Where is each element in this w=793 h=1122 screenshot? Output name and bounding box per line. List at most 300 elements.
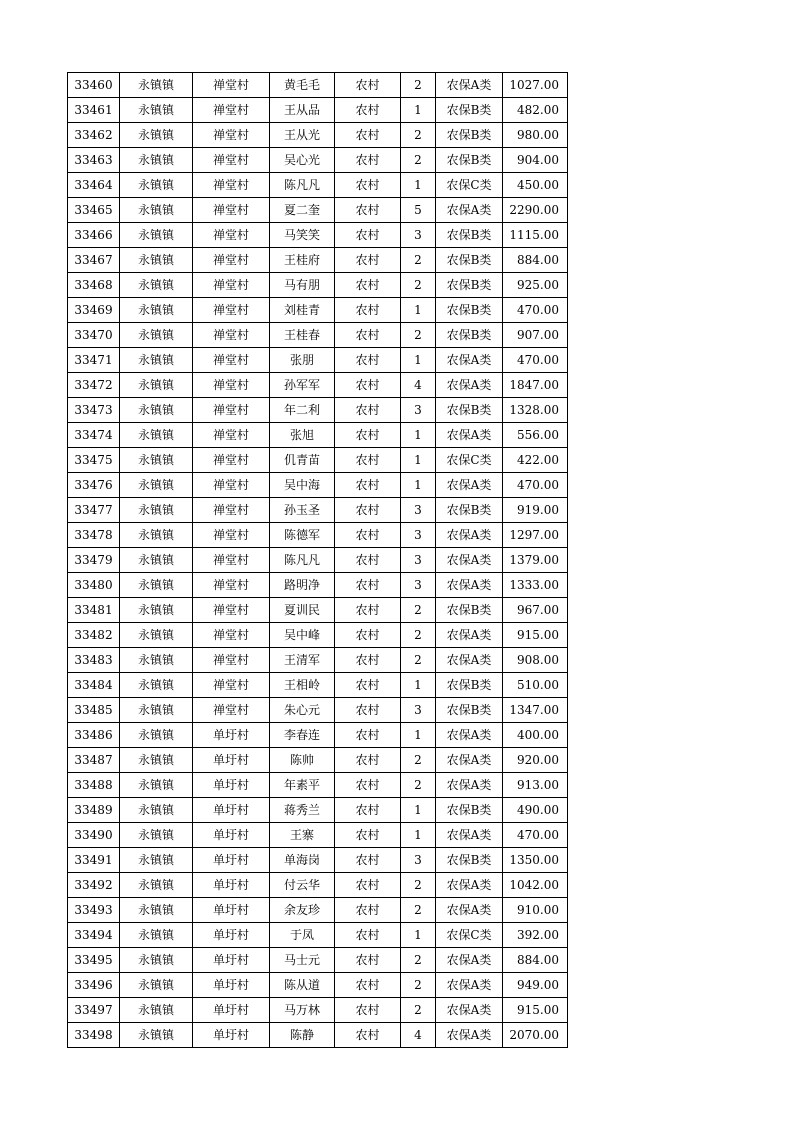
household-type-cell: 农村 <box>335 648 401 673</box>
amount-cell: 967.00 <box>503 598 568 623</box>
amount-cell: 1333.00 <box>503 573 568 598</box>
category-cell: 农保A类 <box>436 748 503 773</box>
name-cell: 马笑笑 <box>270 223 335 248</box>
amount-cell: 980.00 <box>503 123 568 148</box>
name-cell: 李春连 <box>270 723 335 748</box>
records-table <box>67 72 568 1048</box>
record-id-cell: 33467 <box>68 248 120 273</box>
town-cell: 永镇镇 <box>120 1023 193 1048</box>
household-type-cell: 农村 <box>335 223 401 248</box>
name-cell: 王桂府 <box>270 248 335 273</box>
town-cell: 永镇镇 <box>120 948 193 973</box>
village-cell: 禅堂村 <box>193 698 270 723</box>
village-cell: 禅堂村 <box>193 548 270 573</box>
record-id-cell: 33462 <box>68 123 120 148</box>
town-cell: 永镇镇 <box>120 698 193 723</box>
category-cell: 农保C类 <box>436 923 503 948</box>
household-type-cell: 农村 <box>335 523 401 548</box>
village-cell: 单圩村 <box>193 973 270 998</box>
record-id-cell: 33460 <box>68 73 120 98</box>
category-cell: 农保A类 <box>436 548 503 573</box>
town-cell: 永镇镇 <box>120 648 193 673</box>
persons-cell: 5 <box>401 198 436 223</box>
household-type-cell: 农村 <box>335 98 401 123</box>
village-cell: 禅堂村 <box>193 498 270 523</box>
town-cell: 永镇镇 <box>120 373 193 398</box>
persons-cell: 1 <box>401 723 436 748</box>
category-cell: 农保B类 <box>436 798 503 823</box>
village-cell: 禅堂村 <box>193 223 270 248</box>
table-row <box>68 973 568 998</box>
village-cell: 禅堂村 <box>193 173 270 198</box>
household-type-cell: 农村 <box>335 198 401 223</box>
name-cell: 于凤 <box>270 923 335 948</box>
town-cell: 永镇镇 <box>120 673 193 698</box>
household-type-cell: 农村 <box>335 298 401 323</box>
persons-cell: 2 <box>401 248 436 273</box>
table-row <box>68 123 568 148</box>
name-cell: 陈帅 <box>270 748 335 773</box>
household-type-cell: 农村 <box>335 573 401 598</box>
amount-cell: 470.00 <box>503 298 568 323</box>
village-cell: 禅堂村 <box>193 573 270 598</box>
town-cell: 永镇镇 <box>120 573 193 598</box>
village-cell: 禅堂村 <box>193 648 270 673</box>
village-cell: 禅堂村 <box>193 198 270 223</box>
amount-cell: 1847.00 <box>503 373 568 398</box>
table-row <box>68 698 568 723</box>
table-row <box>68 948 568 973</box>
household-type-cell: 农村 <box>335 798 401 823</box>
category-cell: 农保A类 <box>436 898 503 923</box>
village-cell: 禅堂村 <box>193 473 270 498</box>
amount-cell: 884.00 <box>503 248 568 273</box>
record-id-cell: 33493 <box>68 898 120 923</box>
village-cell: 禅堂村 <box>193 598 270 623</box>
household-type-cell: 农村 <box>335 848 401 873</box>
amount-cell: 1115.00 <box>503 223 568 248</box>
name-cell: 单海岗 <box>270 848 335 873</box>
village-cell: 禅堂村 <box>193 123 270 148</box>
village-cell: 单圩村 <box>193 898 270 923</box>
amount-cell: 907.00 <box>503 323 568 348</box>
amount-cell: 884.00 <box>503 948 568 973</box>
persons-cell: 4 <box>401 373 436 398</box>
category-cell: 农保B类 <box>436 248 503 273</box>
amount-cell: 1379.00 <box>503 548 568 573</box>
town-cell: 永镇镇 <box>120 748 193 773</box>
town-cell: 永镇镇 <box>120 523 193 548</box>
record-id-cell: 33474 <box>68 423 120 448</box>
persons-cell: 2 <box>401 648 436 673</box>
category-cell: 农保B类 <box>436 848 503 873</box>
amount-cell: 2070.00 <box>503 1023 568 1048</box>
amount-cell: 1350.00 <box>503 848 568 873</box>
category-cell: 农保A类 <box>436 823 503 848</box>
record-id-cell: 33482 <box>68 623 120 648</box>
record-id-cell: 33469 <box>68 298 120 323</box>
persons-cell: 4 <box>401 1023 436 1048</box>
record-id-cell: 33491 <box>68 848 120 873</box>
name-cell: 余友珍 <box>270 898 335 923</box>
name-cell: 陈凡凡 <box>270 173 335 198</box>
village-cell: 禅堂村 <box>193 423 270 448</box>
category-cell: 农保A类 <box>436 198 503 223</box>
name-cell: 王从光 <box>270 123 335 148</box>
amount-cell: 470.00 <box>503 823 568 848</box>
table-row <box>68 823 568 848</box>
town-cell: 永镇镇 <box>120 773 193 798</box>
amount-cell: 556.00 <box>503 423 568 448</box>
record-id-cell: 33485 <box>68 698 120 723</box>
name-cell: 陈德军 <box>270 523 335 548</box>
town-cell: 永镇镇 <box>120 298 193 323</box>
town-cell: 永镇镇 <box>120 198 193 223</box>
village-cell: 单圩村 <box>193 873 270 898</box>
town-cell: 永镇镇 <box>120 98 193 123</box>
category-cell: 农保B类 <box>436 123 503 148</box>
persons-cell: 1 <box>401 423 436 448</box>
persons-cell: 1 <box>401 798 436 823</box>
household-type-cell: 农村 <box>335 948 401 973</box>
category-cell: 农保B类 <box>436 598 503 623</box>
amount-cell: 1328.00 <box>503 398 568 423</box>
table-row <box>68 548 568 573</box>
table-row <box>68 373 568 398</box>
table-row <box>68 573 568 598</box>
table-row <box>68 273 568 298</box>
category-cell: 农保A类 <box>436 573 503 598</box>
persons-cell: 2 <box>401 148 436 173</box>
town-cell: 永镇镇 <box>120 898 193 923</box>
village-cell: 禅堂村 <box>193 523 270 548</box>
persons-cell: 1 <box>401 448 436 473</box>
category-cell: 农保B类 <box>436 273 503 298</box>
amount-cell: 949.00 <box>503 973 568 998</box>
household-type-cell: 农村 <box>335 1023 401 1048</box>
record-id-cell: 33486 <box>68 723 120 748</box>
persons-cell: 2 <box>401 623 436 648</box>
name-cell: 年二利 <box>270 398 335 423</box>
village-cell: 禅堂村 <box>193 73 270 98</box>
record-id-cell: 33481 <box>68 598 120 623</box>
category-cell: 农保B类 <box>436 223 503 248</box>
household-type-cell: 农村 <box>335 273 401 298</box>
persons-cell: 3 <box>401 548 436 573</box>
persons-cell: 2 <box>401 873 436 898</box>
village-cell: 单圩村 <box>193 848 270 873</box>
record-id-cell: 33496 <box>68 973 120 998</box>
village-cell: 禅堂村 <box>193 323 270 348</box>
table-row <box>68 98 568 123</box>
record-id-cell: 33484 <box>68 673 120 698</box>
name-cell: 王桂春 <box>270 323 335 348</box>
table-row <box>68 898 568 923</box>
record-id-cell: 33497 <box>68 998 120 1023</box>
record-id-cell: 33492 <box>68 873 120 898</box>
category-cell: 农保A类 <box>436 373 503 398</box>
persons-cell: 2 <box>401 898 436 923</box>
record-id-cell: 33473 <box>68 398 120 423</box>
category-cell: 农保A类 <box>436 648 503 673</box>
persons-cell: 3 <box>401 523 436 548</box>
name-cell: 王相岭 <box>270 673 335 698</box>
town-cell: 永镇镇 <box>120 423 193 448</box>
name-cell: 王清军 <box>270 648 335 673</box>
town-cell: 永镇镇 <box>120 848 193 873</box>
table-row <box>68 1023 568 1048</box>
record-id-cell: 33494 <box>68 923 120 948</box>
name-cell: 马士元 <box>270 948 335 973</box>
persons-cell: 1 <box>401 673 436 698</box>
record-id-cell: 33483 <box>68 648 120 673</box>
records-table-body <box>68 73 568 1048</box>
category-cell: 农保B类 <box>436 298 503 323</box>
name-cell: 吴中海 <box>270 473 335 498</box>
table-row <box>68 923 568 948</box>
village-cell: 禅堂村 <box>193 348 270 373</box>
record-id-cell: 33480 <box>68 573 120 598</box>
amount-cell: 1027.00 <box>503 73 568 98</box>
table-row <box>68 423 568 448</box>
category-cell: 农保A类 <box>436 948 503 973</box>
household-type-cell: 农村 <box>335 998 401 1023</box>
category-cell: 农保A类 <box>436 873 503 898</box>
table-row <box>68 498 568 523</box>
amount-cell: 470.00 <box>503 473 568 498</box>
town-cell: 永镇镇 <box>120 798 193 823</box>
category-cell: 农保B类 <box>436 148 503 173</box>
household-type-cell: 农村 <box>335 723 401 748</box>
household-type-cell: 农村 <box>335 148 401 173</box>
persons-cell: 3 <box>401 848 436 873</box>
category-cell: 农保A类 <box>436 623 503 648</box>
table-row <box>68 623 568 648</box>
category-cell: 农保A类 <box>436 73 503 98</box>
record-id-cell: 33489 <box>68 798 120 823</box>
table-row <box>68 73 568 98</box>
name-cell: 陈凡凡 <box>270 548 335 573</box>
name-cell: 年素平 <box>270 773 335 798</box>
record-id-cell: 33471 <box>68 348 120 373</box>
amount-cell: 510.00 <box>503 673 568 698</box>
amount-cell: 450.00 <box>503 173 568 198</box>
name-cell: 蒋秀兰 <box>270 798 335 823</box>
town-cell: 永镇镇 <box>120 223 193 248</box>
record-id-cell: 33477 <box>68 498 120 523</box>
amount-cell: 1347.00 <box>503 698 568 723</box>
table-row <box>68 223 568 248</box>
name-cell: 王从品 <box>270 98 335 123</box>
household-type-cell: 农村 <box>335 398 401 423</box>
household-type-cell: 农村 <box>335 73 401 98</box>
amount-cell: 925.00 <box>503 273 568 298</box>
table-row <box>68 748 568 773</box>
town-cell: 永镇镇 <box>120 823 193 848</box>
name-cell: 黄毛毛 <box>270 73 335 98</box>
table-row <box>68 348 568 373</box>
record-id-cell: 33461 <box>68 98 120 123</box>
town-cell: 永镇镇 <box>120 73 193 98</box>
town-cell: 永镇镇 <box>120 998 193 1023</box>
village-cell: 禅堂村 <box>193 98 270 123</box>
household-type-cell: 农村 <box>335 598 401 623</box>
table-row <box>68 298 568 323</box>
town-cell: 永镇镇 <box>120 623 193 648</box>
household-type-cell: 农村 <box>335 123 401 148</box>
record-id-cell: 33498 <box>68 1023 120 1048</box>
village-cell: 单圩村 <box>193 773 270 798</box>
village-cell: 单圩村 <box>193 723 270 748</box>
category-cell: 农保A类 <box>436 773 503 798</box>
village-cell: 单圩村 <box>193 823 270 848</box>
persons-cell: 2 <box>401 973 436 998</box>
name-cell: 夏训民 <box>270 598 335 623</box>
village-cell: 禅堂村 <box>193 148 270 173</box>
amount-cell: 400.00 <box>503 723 568 748</box>
persons-cell: 2 <box>401 773 436 798</box>
name-cell: 朱心元 <box>270 698 335 723</box>
category-cell: 农保B类 <box>436 698 503 723</box>
amount-cell: 490.00 <box>503 798 568 823</box>
village-cell: 禅堂村 <box>193 273 270 298</box>
table-row <box>68 648 568 673</box>
category-cell: 农保B类 <box>436 498 503 523</box>
persons-cell: 2 <box>401 273 436 298</box>
table-row <box>68 773 568 798</box>
category-cell: 农保A类 <box>436 348 503 373</box>
household-type-cell: 农村 <box>335 423 401 448</box>
record-id-cell: 33466 <box>68 223 120 248</box>
household-type-cell: 农村 <box>335 873 401 898</box>
amount-cell: 904.00 <box>503 148 568 173</box>
town-cell: 永镇镇 <box>120 473 193 498</box>
village-cell: 单圩村 <box>193 1023 270 1048</box>
name-cell: 刘桂青 <box>270 298 335 323</box>
record-id-cell: 33463 <box>68 148 120 173</box>
household-type-cell: 农村 <box>335 823 401 848</box>
record-id-cell: 33490 <box>68 823 120 848</box>
category-cell: 农保A类 <box>436 423 503 448</box>
persons-cell: 2 <box>401 948 436 973</box>
persons-cell: 2 <box>401 123 436 148</box>
persons-cell: 3 <box>401 498 436 523</box>
village-cell: 单圩村 <box>193 948 270 973</box>
household-type-cell: 农村 <box>335 923 401 948</box>
amount-cell: 1042.00 <box>503 873 568 898</box>
table-row <box>68 148 568 173</box>
record-id-cell: 33495 <box>68 948 120 973</box>
household-type-cell: 农村 <box>335 373 401 398</box>
amount-cell: 392.00 <box>503 923 568 948</box>
category-cell: 农保B类 <box>436 398 503 423</box>
name-cell: 马万林 <box>270 998 335 1023</box>
household-type-cell: 农村 <box>335 673 401 698</box>
household-type-cell: 农村 <box>335 348 401 373</box>
category-cell: 农保A类 <box>436 523 503 548</box>
category-cell: 农保C类 <box>436 173 503 198</box>
table-row <box>68 673 568 698</box>
amount-cell: 913.00 <box>503 773 568 798</box>
record-id-cell: 33476 <box>68 473 120 498</box>
record-id-cell: 33464 <box>68 173 120 198</box>
record-id-cell: 33478 <box>68 523 120 548</box>
village-cell: 禅堂村 <box>193 673 270 698</box>
village-cell: 单圩村 <box>193 923 270 948</box>
village-cell: 单圩村 <box>193 748 270 773</box>
town-cell: 永镇镇 <box>120 273 193 298</box>
amount-cell: 1297.00 <box>503 523 568 548</box>
town-cell: 永镇镇 <box>120 123 193 148</box>
amount-cell: 2290.00 <box>503 198 568 223</box>
town-cell: 永镇镇 <box>120 148 193 173</box>
village-cell: 禅堂村 <box>193 373 270 398</box>
table-row <box>68 598 568 623</box>
town-cell: 永镇镇 <box>120 448 193 473</box>
record-id-cell: 33472 <box>68 373 120 398</box>
name-cell: 陈静 <box>270 1023 335 1048</box>
village-cell: 禅堂村 <box>193 448 270 473</box>
persons-cell: 2 <box>401 73 436 98</box>
category-cell: 农保B类 <box>436 673 503 698</box>
household-type-cell: 农村 <box>335 748 401 773</box>
persons-cell: 1 <box>401 823 436 848</box>
persons-cell: 1 <box>401 298 436 323</box>
household-type-cell: 农村 <box>335 323 401 348</box>
persons-cell: 2 <box>401 323 436 348</box>
category-cell: 农保A类 <box>436 723 503 748</box>
town-cell: 永镇镇 <box>120 398 193 423</box>
name-cell: 路明净 <box>270 573 335 598</box>
name-cell: 吴心光 <box>270 148 335 173</box>
town-cell: 永镇镇 <box>120 248 193 273</box>
town-cell: 永镇镇 <box>120 173 193 198</box>
name-cell: 孙军军 <box>270 373 335 398</box>
amount-cell: 910.00 <box>503 898 568 923</box>
category-cell: 农保B类 <box>436 98 503 123</box>
town-cell: 永镇镇 <box>120 598 193 623</box>
name-cell: 马有朋 <box>270 273 335 298</box>
category-cell: 农保B类 <box>436 323 503 348</box>
record-id-cell: 33475 <box>68 448 120 473</box>
amount-cell: 422.00 <box>503 448 568 473</box>
persons-cell: 3 <box>401 573 436 598</box>
table-row <box>68 523 568 548</box>
category-cell: 农保A类 <box>436 473 503 498</box>
household-type-cell: 农村 <box>335 548 401 573</box>
amount-cell: 915.00 <box>503 998 568 1023</box>
table-row <box>68 873 568 898</box>
name-cell: 夏二奎 <box>270 198 335 223</box>
amount-cell: 919.00 <box>503 498 568 523</box>
village-cell: 禅堂村 <box>193 623 270 648</box>
persons-cell: 3 <box>401 398 436 423</box>
household-type-cell: 农村 <box>335 698 401 723</box>
name-cell: 张朋 <box>270 348 335 373</box>
table-row <box>68 198 568 223</box>
persons-cell: 1 <box>401 473 436 498</box>
household-type-cell: 农村 <box>335 898 401 923</box>
name-cell: 王寨 <box>270 823 335 848</box>
table-row <box>68 798 568 823</box>
village-cell: 禅堂村 <box>193 398 270 423</box>
table-row <box>68 173 568 198</box>
name-cell: 陈从道 <box>270 973 335 998</box>
town-cell: 永镇镇 <box>120 923 193 948</box>
town-cell: 永镇镇 <box>120 498 193 523</box>
village-cell: 禅堂村 <box>193 298 270 323</box>
household-type-cell: 农村 <box>335 623 401 648</box>
